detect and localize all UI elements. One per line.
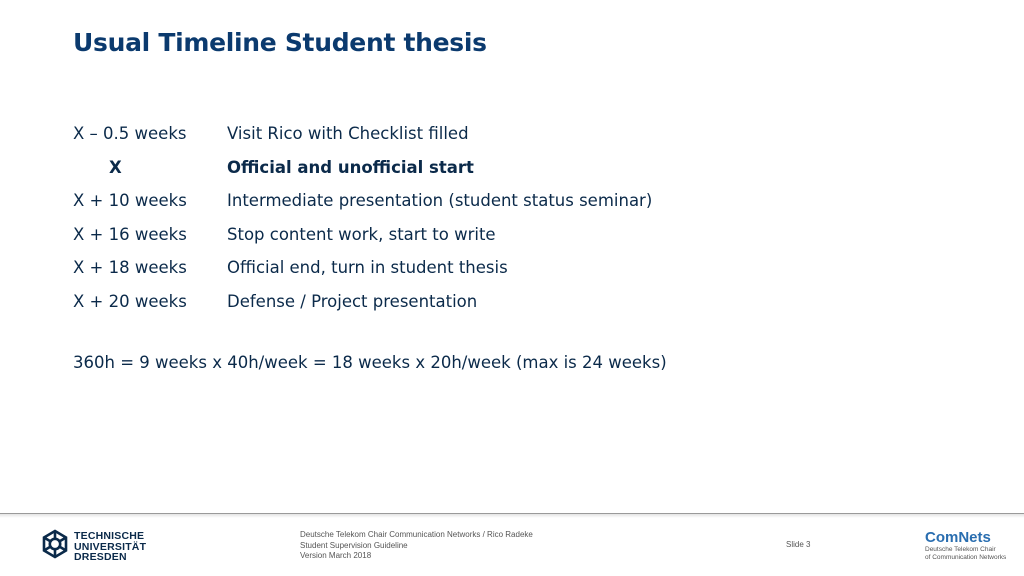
tu-dresden-wordmark — [74, 531, 146, 563]
timeline-row — [73, 254, 773, 288]
tu-line: DRESDEN — [74, 551, 127, 563]
timeline-row — [73, 120, 773, 154]
comnets-subtitle — [925, 546, 1020, 562]
comnets-nets: Nets — [958, 529, 991, 546]
comnets-wordmark — [925, 529, 1020, 546]
comnets-com: Com — [925, 529, 959, 546]
comnets-sub-line: Deutsche Telekom Chair — [925, 546, 996, 553]
comnets-logo — [925, 529, 1020, 562]
slide-number: Slide 3 — [786, 540, 811, 549]
tu-line: UNIVERSITÄT — [74, 540, 147, 553]
timeline-when: X + 16 weeks — [73, 224, 187, 244]
timeline-what: Defense / Project presentation — [227, 291, 478, 311]
timeline-when: X + 20 weeks — [73, 291, 187, 311]
timeline-what: Stop content work, start to write — [227, 224, 496, 244]
footer-info-line: Student Supervision Guideline — [300, 540, 408, 550]
footer-info — [300, 530, 533, 562]
timeline-when: X + 10 weeks — [73, 191, 187, 210]
tu-dresden-logo — [40, 527, 150, 567]
timeline-when: X — [109, 157, 122, 177]
timeline-what: Official end, turn in student thesis — [227, 258, 508, 277]
timeline-what: Official and unofficial start — [227, 157, 474, 177]
footer-shadow — [0, 514, 1024, 518]
slide-title: Usual Timeline Student thesis — [73, 28, 487, 57]
timeline-row — [73, 221, 773, 255]
comnets-sub-line: of Communication Networks — [925, 554, 1007, 561]
timeline-row — [73, 187, 773, 221]
timeline-what: Intermediate presentation (student status seminar) — [227, 191, 653, 210]
timeline-list — [73, 120, 773, 321]
footer-info-line: Version March 2018 — [300, 551, 372, 560]
tu-dresden-emblem-icon — [40, 529, 70, 559]
timeline-row-start — [73, 154, 773, 188]
tu-line: TECHNISCHE — [74, 530, 145, 542]
timeline-what: Visit Rico with Checklist filled — [227, 124, 469, 143]
workload-calculation: 360h = 9 weeks x 40h/week = 18 weeks x 20h/week (max is 24 weeks) — [73, 353, 667, 372]
footer-info-line: Deutsche Telekom Chair Communication Networks / Rico Radeke — [300, 530, 533, 539]
timeline-row — [73, 288, 773, 322]
timeline-when: X – 0.5 weeks — [73, 124, 187, 143]
timeline-when: X + 18 weeks — [73, 258, 187, 277]
